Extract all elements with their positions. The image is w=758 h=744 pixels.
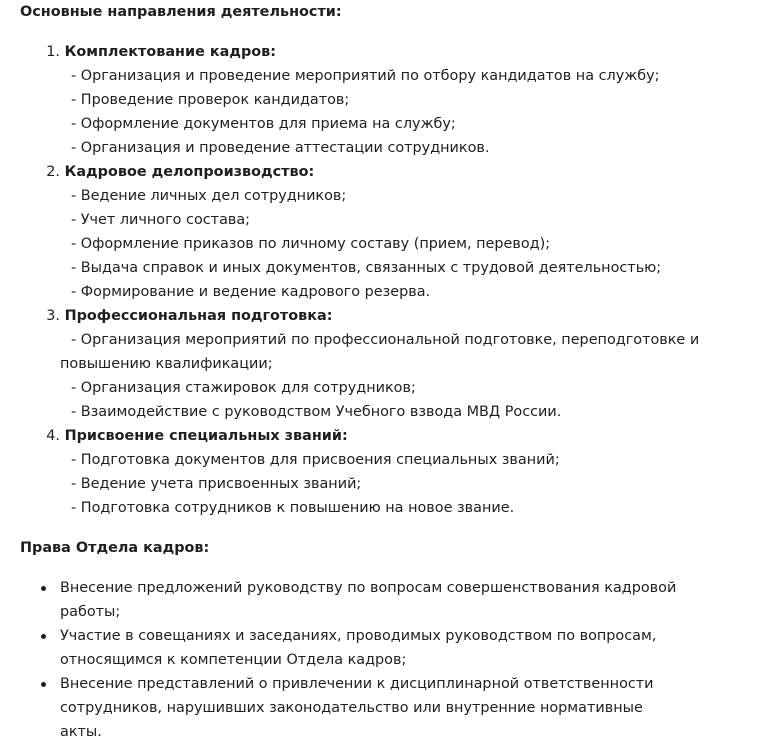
direction-subitem: - Организация мероприятий по профессиональной подготовке, переподготовке и повышению квалификации; (60, 332, 700, 372)
direction-subitem: - Оформление документов для приема на службу; (71, 116, 456, 132)
direction-item (20, 40, 750, 160)
document-body (20, 0, 750, 744)
direction-number: 1. (46, 44, 60, 60)
rights-item (20, 576, 750, 624)
direction-item (20, 304, 750, 424)
direction-subitem: - Учет личного состава; (71, 212, 251, 228)
direction-subitem: - Ведение учета присвоенных званий; (71, 476, 362, 492)
direction-title: Кадровое делопроизводство: (64, 164, 315, 180)
direction-number: 3. (46, 308, 60, 324)
rights-item-text: Внесение представлений о привлечении к дисциплинарной ответственности сотрудников, нарушивших законодательство или внутренние нормативные акты. (60, 676, 654, 740)
directions-list (20, 40, 750, 520)
direction-subitem: - Организация стажировок для сотрудников; (71, 380, 416, 396)
direction-item (20, 160, 750, 304)
section-title: Основные направления деятельности: (20, 4, 342, 20)
direction-subitem: - Проведение проверок кандидатов; (71, 92, 350, 108)
rights-item-text: Внесение предложений руководству по вопросам совершенствования кадровой работы; (60, 580, 677, 620)
rights-item-text: Участие в совещаниях и заседаниях, проводимых руководством по вопросам, относящимся к компетенции Отдела кадров; (60, 628, 657, 668)
bullet-icon (41, 682, 46, 687)
rights-title: Права Отдела кадров: (20, 540, 210, 556)
rights-list (20, 576, 750, 744)
direction-subitem: - Оформление приказов по личному составу (прием, перевод); (71, 236, 551, 252)
direction-subitem: - Взаимодействие с руководством Учебного взвода МВД России. (71, 404, 562, 420)
rights-item (20, 624, 750, 672)
direction-subitem: - Организация и проведение аттестации сотрудников. (71, 140, 490, 156)
bullet-icon (41, 586, 46, 591)
direction-subitem: - Подготовка сотрудников к повышению на новое звание. (71, 500, 515, 516)
direction-title: Присвоение специальных званий: (64, 428, 348, 444)
direction-subitem: - Организация и проведение мероприятий по отбору кандидатов на службу; (71, 68, 660, 84)
direction-subitem: - Подготовка документов для присвоения специальных званий; (71, 452, 560, 468)
bullet-icon (41, 634, 46, 639)
direction-subitem: - Ведение личных дел сотрудников; (71, 188, 347, 204)
direction-title: Комплектование кадров: (64, 44, 276, 60)
direction-number: 4. (46, 428, 60, 444)
direction-number: 2. (46, 164, 60, 180)
direction-subitem: - Выдача справок и иных документов, связанных с трудовой деятельностью; (71, 260, 662, 276)
direction-subitem: - Формирование и ведение кадрового резерва. (71, 284, 431, 300)
rights-item (20, 672, 750, 744)
direction-item (20, 424, 750, 520)
direction-title: Профессиональная подготовка: (64, 308, 333, 324)
